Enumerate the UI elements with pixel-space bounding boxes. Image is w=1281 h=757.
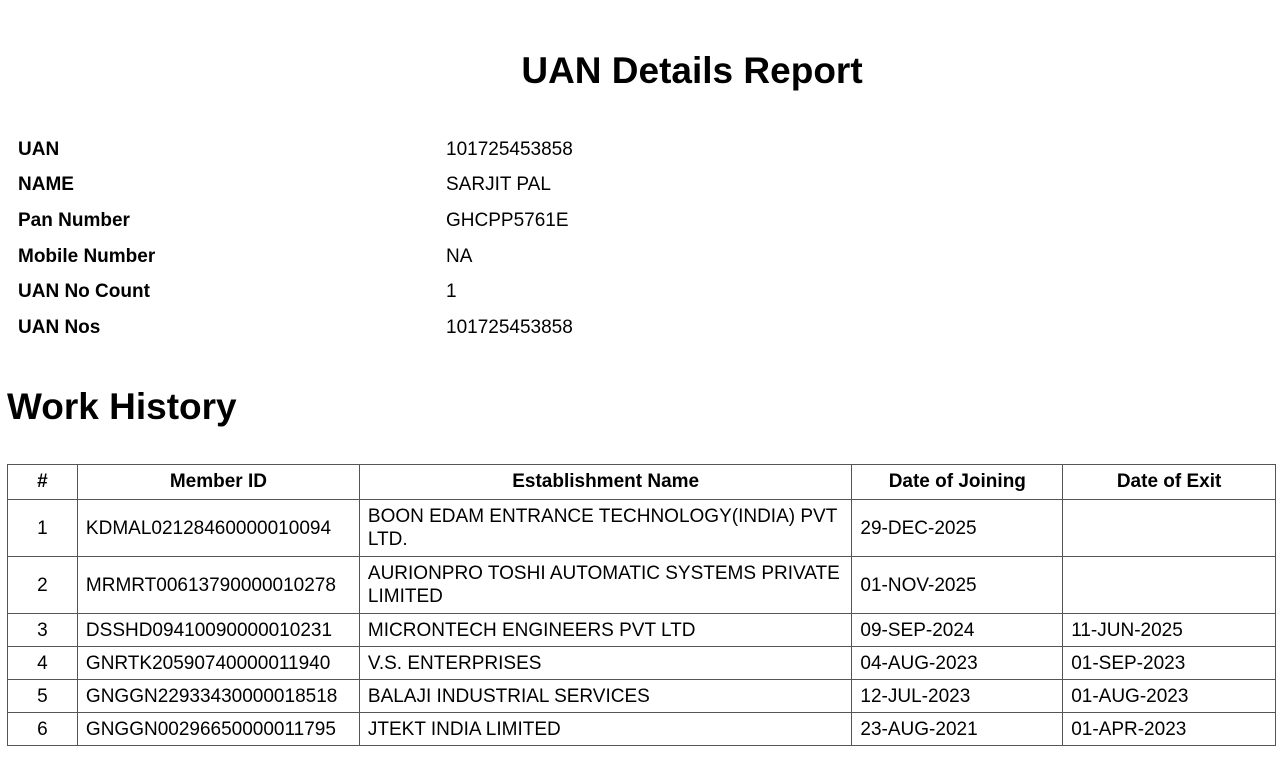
- establishment-name-cell: V.S. ENTERPRISES: [359, 647, 852, 680]
- establishment-name-cell: BALAJI INDUSTRIAL SERVICES: [359, 680, 852, 713]
- detail-value: NA: [446, 245, 473, 267]
- detail-row-name: [18, 168, 818, 204]
- column-header-index: #: [8, 465, 78, 500]
- establishment-name-cell: AURIONPRO TOSHI AUTOMATIC SYSTEMS PRIVATE LIMITED: [359, 557, 852, 614]
- work-history-table: [7, 464, 1276, 746]
- column-header-member-id: Member ID: [77, 465, 359, 500]
- table-header-row: [8, 465, 1276, 500]
- row-index: 1: [8, 500, 78, 557]
- establishment-name-cell: MICRONTECH ENGINEERS PVT LTD: [359, 614, 852, 647]
- row-index: 4: [8, 647, 78, 680]
- detail-row-uan-nos: [18, 310, 818, 346]
- date-of-joining-cell: 29-DEC-2025: [852, 500, 1063, 557]
- detail-label: NAME: [18, 174, 74, 196]
- detail-row-uan: [18, 132, 818, 168]
- table-row: [8, 500, 1276, 557]
- row-index: 2: [8, 557, 78, 614]
- date-of-exit-cell: 01-SEP-2023: [1063, 647, 1276, 680]
- date-of-joining-cell: 09-SEP-2024: [852, 614, 1063, 647]
- table-row: [8, 713, 1276, 746]
- detail-row-pan-number: [18, 203, 818, 239]
- table-row: [8, 680, 1276, 713]
- uan-details-section: [18, 132, 818, 346]
- date-of-joining-cell: 04-AUG-2023: [852, 647, 1063, 680]
- date-of-exit-cell: 01-AUG-2023: [1063, 680, 1276, 713]
- detail-value: SARJIT PAL: [446, 174, 551, 196]
- date-of-joining-cell: 12-JUL-2023: [852, 680, 1063, 713]
- column-header-date-of-joining: Date of Joining: [852, 465, 1063, 500]
- establishment-name-cell: JTEKT INDIA LIMITED: [359, 713, 852, 746]
- detail-value: GHCPP5761E: [446, 209, 569, 231]
- detail-value: 1: [446, 281, 457, 303]
- member-id-cell: DSSHD09410090000010231: [77, 614, 359, 647]
- table-row: [8, 647, 1276, 680]
- detail-value: 101725453858: [446, 316, 573, 338]
- detail-label: Mobile Number: [18, 245, 156, 267]
- date-of-exit-cell: 01-APR-2023: [1063, 713, 1276, 746]
- row-index: 3: [8, 614, 78, 647]
- detail-label: UAN Nos: [18, 316, 101, 338]
- column-header-establishment-name: Establishment Name: [359, 465, 852, 500]
- row-index: 5: [8, 680, 78, 713]
- member-id-cell: KDMAL02128460000010094: [77, 500, 359, 557]
- table-row: [8, 614, 1276, 647]
- member-id-cell: MRMRT00613790000010278: [77, 557, 359, 614]
- member-id-cell: GNGGN22933430000018518: [77, 680, 359, 713]
- work-history-title: Work History: [7, 386, 237, 427]
- establishment-name-cell: BOON EDAM ENTRANCE TECHNOLOGY(INDIA) PVT LTD.: [359, 500, 852, 557]
- table-row: [8, 557, 1276, 614]
- column-header-date-of-exit: Date of Exit: [1063, 465, 1276, 500]
- member-id-cell: GNGGN00296650000011795: [77, 713, 359, 746]
- detail-value: 101725453858: [446, 138, 573, 160]
- detail-row-mobile-number: [18, 239, 818, 275]
- member-id-cell: GNRTK20590740000011940: [77, 647, 359, 680]
- page-title: UAN Details Report: [521, 50, 863, 91]
- date-of-exit-cell: [1063, 500, 1276, 557]
- date-of-joining-cell: 23-AUG-2021: [852, 713, 1063, 746]
- detail-row-uan-no-count: [18, 274, 818, 310]
- date-of-exit-cell: 11-JUN-2025: [1063, 614, 1276, 647]
- detail-label: Pan Number: [18, 209, 130, 231]
- date-of-exit-cell: [1063, 557, 1276, 614]
- row-index: 6: [8, 713, 78, 746]
- detail-label: UAN: [18, 138, 60, 160]
- detail-label: UAN No Count: [18, 281, 150, 303]
- date-of-joining-cell: 01-NOV-2025: [852, 557, 1063, 614]
